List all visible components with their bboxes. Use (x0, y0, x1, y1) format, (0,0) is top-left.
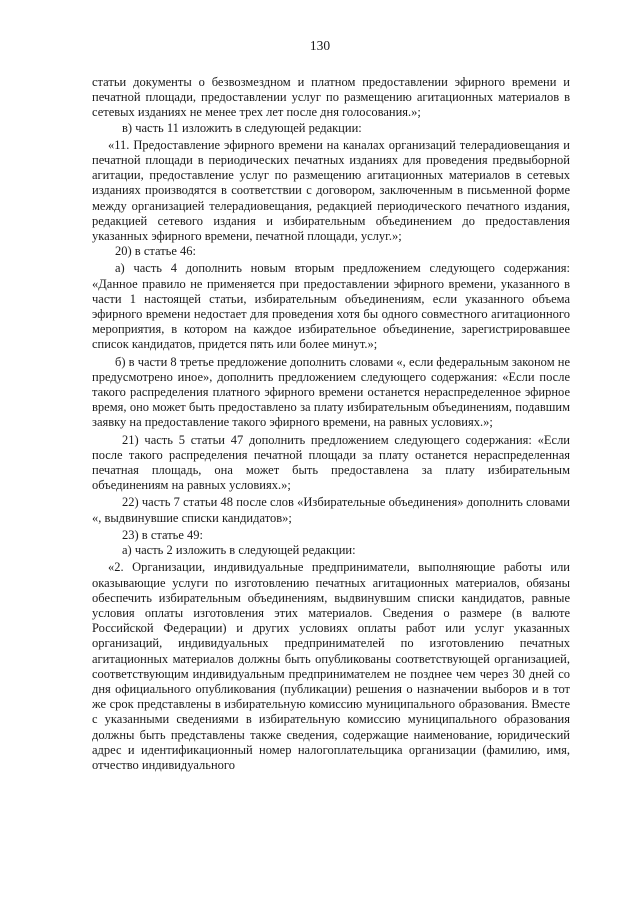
paragraph-quote-part-11: «11. Предоставление эфирного времени на каналах организаций телерадиовещания и печатной площади в периодических печатных изданиях для проведения предвыборной агитации, предоставление услуг по размещению агитационных материалов в сетевых изданиях производятся в соответствии с договором, заключенным в письменной форме между организацией телерадиовещания, редакцией периодического печатного издания, редакцией сетевого издания и избирательным объединением до предоставления указанных эфирного времени, печатной площади, услуг.»; (92, 137, 570, 244)
paragraph-item-22: 22) часть 7 статьи 48 после слов «Избирательные объединения» дополнить словами «, выдвинувшие списки кандидатов»; (92, 495, 570, 525)
paragraph-item-23: 23) в статье 49: (122, 527, 204, 542)
document-body (92, 75, 570, 773)
paragraph-item-v: в) часть 11 изложить в следующей редакции: (122, 120, 362, 135)
paragraph-continuation: статьи документы о безвозмездном и платном предоставлении эфирного времени и печатной площади, предоставлении услуг по размещению агитационных материалов в сетевых изданиях не менее трех лет после дня голосования.»; (92, 75, 570, 120)
paragraph-item-b-part-8: б) в части 8 третье предложение дополнить словами «, если федеральным законом не предусмотрено иное», дополнить предложением следующего содержания: «Если после такого распределения платного эфирного времени останется нераспределенное эфирное время, оно может быть предоставлено за плату избирательным объединениям, подавшим заявку на предоставление такого эфирного времени, на равных условиях.»; (92, 354, 570, 430)
page-number: 130 (309, 38, 331, 53)
paragraph-quote-part-2: «2. Организации, индивидуальные предприниматели, выполняющие работы или оказывающие услуги по изготовлению печатных агитационных материалов, обязаны обеспечить избирательным объединениям, выдвинувшим списки кандидатов, равные условия оплаты изготовления этих материалов. Сведения о размере (в валюте Российской Федерации) и других условиях оплаты работ или услуг указанных организаций, индивидуальных предпринимателей по изготовлению печатных агитационных материалов должны быть опубликованы соответствующей организацией, соответствующим индивидуальным предпринимателем не позднее чем через 30 дней со дня официального опубликования (публикации) решения о назначении выборов и в тот же срок представлены в избирательную комиссию муниципального образования. Вместе с указанными сведениями в избирательную комиссию муниципального образования должны быть представлены также сведения, содержащие наименование, юридический адрес и идентификационный номер налогоплательщика организации (фамилию, имя, отчество индивидуального (92, 560, 570, 772)
paragraph-item-a-part-2: а) часть 2 изложить в следующей редакции: (122, 543, 356, 558)
paragraph-item-a-part-4: а) часть 4 дополнить новым вторым предложением следующего содержания: «Данное правило не применяется при предоставлении эфирного времени, указанного в части 1 настоящей статьи, избирательным объединениям, если указанного объема эфирного времени недостает для проведения хотя бы одного совместного агитационного мероприятия, в котором на каждое избирательное объединение, зарегистрировавшее список кандидатов, придется пять или более минут.»; (92, 261, 570, 352)
paragraph-item-20: 20) в статье 46: (115, 244, 197, 259)
paragraph-item-21: 21) часть 5 статьи 47 дополнить предложением следующего содержания: «Если после такого распределения печатной площади за плату останется нераспределенная печатная площадь, она может быть предоставлена за плату избирательным объединениям на равных условиях.»; (92, 432, 570, 493)
